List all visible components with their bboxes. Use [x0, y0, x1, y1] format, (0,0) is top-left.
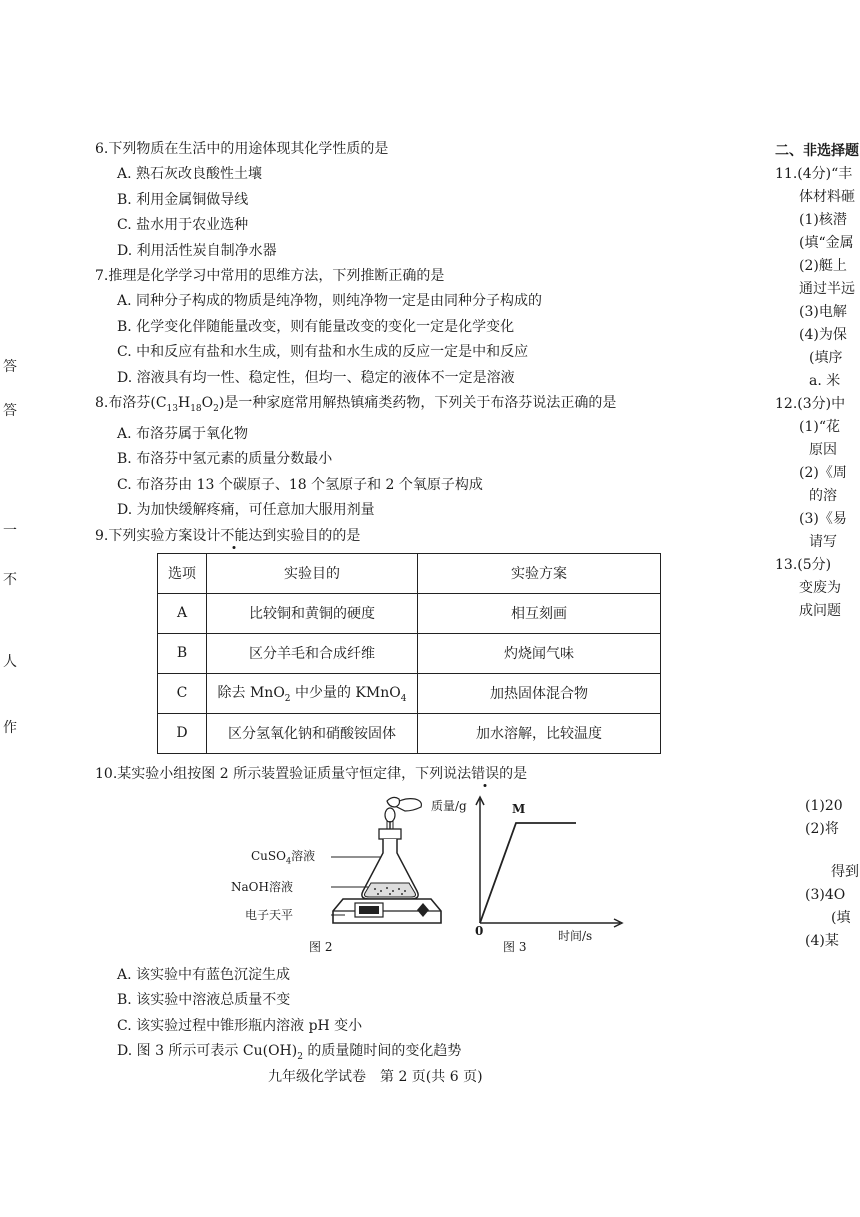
table-cell-plan: 灼烧闻气味 [418, 633, 661, 673]
question-9-stem [95, 524, 685, 549]
label-cuso4-sub: 4 [285, 856, 292, 866]
question-10-option-d-post: 的质量随时间的变化趋势 [302, 1043, 462, 1060]
table-cell-plan: 加水溶解，比较温度 [418, 713, 661, 753]
table-row [158, 593, 661, 633]
right-line: (3)《易 [799, 511, 847, 527]
goal-c-mid: 中少量的 KMnO [290, 685, 401, 702]
table-row [158, 633, 661, 673]
right-line: 12.(3分)中 [775, 396, 846, 412]
right-line: 通过半远 [799, 281, 855, 297]
figure-3-point-label: M [512, 801, 526, 816]
table-cell-option: D [158, 713, 207, 753]
right-line: (3)电解 [799, 304, 847, 320]
right-line: a. 米 [809, 373, 841, 389]
right-line: (1)“花 [799, 419, 840, 435]
question-8 [95, 391, 685, 524]
table-header-plan: 实验方案 [418, 553, 661, 593]
table-cell-option: C [158, 673, 207, 713]
question-9-stem-emphasis: 不能 [220, 527, 249, 544]
question-7-stem: 7.推理是化学学习中常用的思维方法，下列推断正确的是 [95, 268, 445, 284]
table-header-row [158, 553, 661, 593]
question-10-stem [95, 762, 685, 787]
right-line: 请写 [809, 534, 837, 550]
question-8-option-b: B. 布洛芬中氢元素的质量分数最小 [117, 451, 333, 468]
right-line: (填“金属 [799, 235, 854, 251]
figure-2-caption: 图 2 [309, 939, 333, 954]
question-10-option-a: A. 该实验中有蓝色沉淀生成 [117, 966, 291, 983]
goal-c-sub2: 4 [400, 694, 407, 705]
question-6 [95, 137, 685, 264]
question-9-stem-pre: 9.下列实验方案设计 [95, 527, 221, 544]
formula-sub-h: 18 [190, 403, 202, 414]
table-row [158, 673, 661, 713]
figure-3-origin: 0 [475, 923, 484, 938]
right-section-title: 二、非选择题 [775, 143, 859, 159]
question-8-stem-post: )是一种家庭常用解热镇痛类药物，下列关于布洛芬说法正确的是 [218, 395, 617, 411]
question-6-option-a: A. 熟石灰改良酸性土壤 [117, 166, 263, 182]
right-line: (4)为保 [799, 327, 847, 343]
question-7-option-d: D. 溶液具有均一性、稳定性，但均一、稳定的液体不一定是溶液 [117, 369, 515, 386]
margin-char-5: 人 [3, 654, 17, 670]
table-cell-goal: 区分羊毛和合成纤维 [207, 633, 418, 673]
right-line: (1)核潜 [799, 212, 847, 228]
right-lower-line: 得到 [831, 864, 859, 880]
right-line: 体材料砸 [799, 189, 855, 205]
question-6-option-c: C. 盐水用于农业选种 [117, 217, 249, 233]
right-line: (2)艇上 [799, 258, 847, 274]
right-lower-line: (1)20 [805, 798, 843, 814]
table-row [158, 713, 661, 753]
label-naoh: NaOH溶液 [231, 879, 293, 894]
question-6-option-d: D. 利用活性炭自制净水器 [117, 242, 277, 259]
right-column [775, 140, 860, 623]
right-lower-line: (3)4O [805, 887, 846, 903]
table-header-option: 选项 [158, 553, 207, 593]
margin-char-3: 一 [3, 523, 17, 539]
formula-sub-o: 2 [213, 403, 219, 414]
figures-row [95, 787, 685, 957]
margin-char-6: 作 [3, 720, 17, 736]
question-9 [95, 524, 685, 754]
question-10 [95, 762, 685, 1071]
right-line: (2)《周 [799, 465, 847, 481]
question-7-option-b: B. 化学变化伴随能量改变，则有能量改变的变化一定是化学变化 [117, 318, 515, 335]
question-10-stem-emphasis: 错误 [471, 765, 500, 782]
question-8-option-a: A. 布洛芬属于氧化物 [117, 425, 249, 442]
right-line: 的溶 [809, 488, 837, 504]
goal-c-pre: 除去 MnO [217, 685, 285, 702]
question-8-option-d: D. 为加快缓解疼痛，可任意加大服用剂量 [117, 502, 375, 519]
right-line: 成问题 [799, 603, 841, 619]
table-cell-plan: 加热固体混合物 [418, 673, 661, 713]
label-cuso4-post: 溶液 [291, 848, 316, 863]
table-cell-option: A [158, 593, 207, 633]
right-line: 11.(4分)“丰 [775, 166, 853, 182]
margin-char-2: 答 [3, 403, 17, 419]
question-7-option-a: A. 同种分子构成的物质是纯净物，则纯净物一定是由同种分子构成的 [117, 293, 543, 309]
label-balance: 电子天平 [245, 907, 294, 922]
question-10-option-b: B. 该实验中溶液总质量不变 [117, 992, 291, 1009]
question-10-option-d-pre: D. 图 3 所示可表示 Cu(OH) [117, 1043, 298, 1060]
figure-3-caption: 图 3 [503, 939, 527, 954]
formula-o: O [201, 395, 214, 411]
question-8-option-c: C. 布洛芬由 13 个碳原子、18 个氢原子和 2 个氧原子构成 [117, 476, 483, 493]
right-line: 原因 [809, 442, 837, 458]
table-cell-option: B [158, 633, 207, 673]
margin-char-1: 答 [3, 359, 17, 375]
figure-3-curve [480, 823, 576, 923]
question-6-stem: 6.下列物质在生活中的用途体现其化学性质的是 [95, 141, 389, 157]
right-line: (填序 [809, 350, 843, 366]
question-7-option-c: C. 中和反应有盐和水生成，则有盐和水生成的反应一定是中和反应 [117, 344, 529, 360]
figure-3-xlabel: 时间/s [558, 928, 593, 943]
question-9-stem-post: 达到实验目的的是 [248, 527, 361, 544]
label-cuso4-pre: CuSO [251, 848, 286, 863]
table-cell-goal [207, 673, 418, 713]
right-lower-line: (2)将 [805, 821, 839, 837]
question-6-option-b: B. 利用金属铜做导线 [117, 191, 249, 208]
question-10-option-d-sub: 2 [297, 1052, 303, 1063]
figure-3-graph [470, 791, 630, 931]
table-header-goal: 实验目的 [207, 553, 418, 593]
question-10-option-c: C. 该实验过程中锥形瓶内溶液 pH 变小 [117, 1017, 363, 1034]
formula-sub-c: 13 [166, 403, 178, 414]
question-8-stem [95, 391, 685, 422]
question-10-stem-post: 的是 [499, 765, 528, 782]
formula-h: H [177, 395, 191, 411]
right-line: 变废为 [799, 580, 841, 596]
figure-3-ylabel: 质量/g [431, 798, 467, 813]
right-lower-line: (填 [831, 910, 851, 926]
question-10-stem-pre: 10.某实验小组按图 2 所示装置验证质量守恒定律，下列说法 [95, 765, 472, 782]
goal-c-sub1: 2 [284, 694, 291, 705]
right-line: 13.(5分) [775, 557, 832, 573]
margin-char-4: 不 [3, 572, 17, 588]
right-column-lower [805, 795, 860, 953]
table-cell-plan: 相互刻画 [418, 593, 661, 633]
page-footer: 九年级化学试卷 第 2 页(共 6 页) [268, 1069, 483, 1085]
main-column [95, 137, 685, 1071]
table-cell-goal: 比较铜和黄铜的硬度 [207, 593, 418, 633]
experiment-table [157, 553, 661, 754]
right-lower-line: (4)某 [805, 933, 839, 949]
question-7 [95, 264, 685, 391]
question-8-stem-pre: 8.布洛芬(C [95, 395, 167, 411]
table-cell-goal: 区分氢氧化钠和硝酸铵固体 [207, 713, 418, 753]
label-cuso4 [251, 847, 315, 865]
